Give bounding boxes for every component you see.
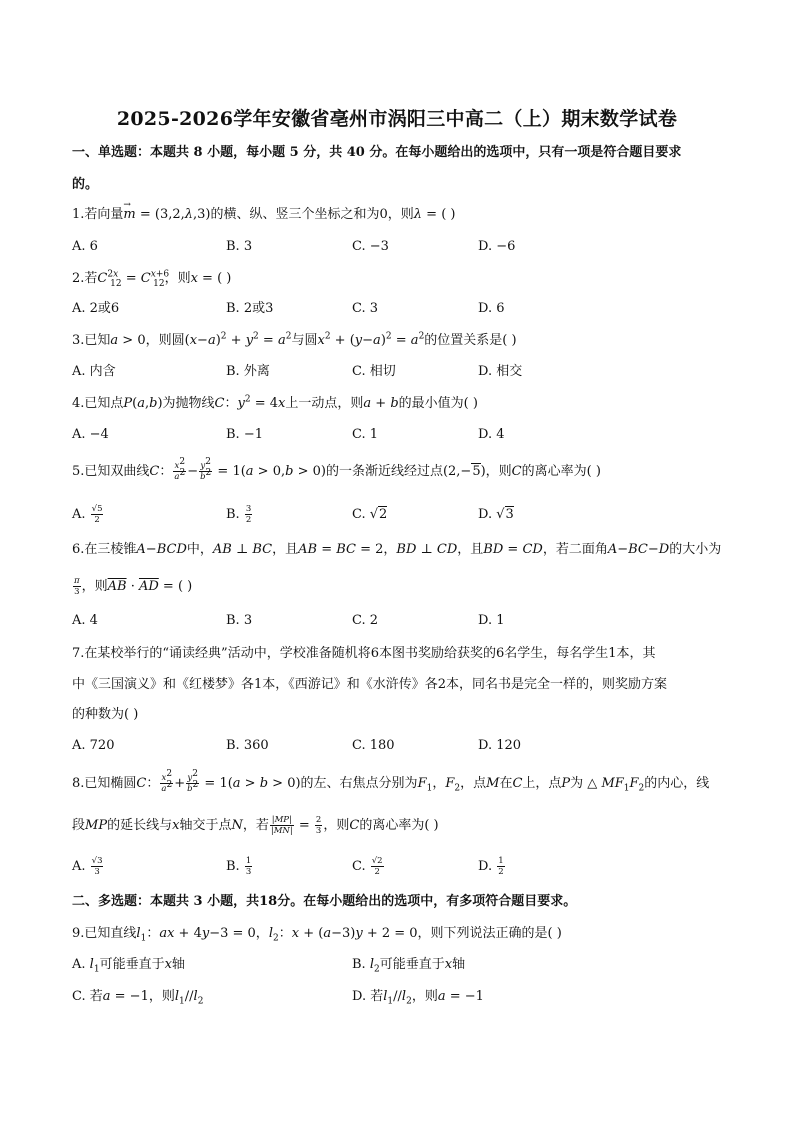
q1-option-b: B. 3 [226,239,253,254]
q7-option-d: D. 120 [478,738,522,753]
q6-option-d: D. 1 [478,613,505,628]
q9-option-d: D. 若$l_1//l_2$，则a = −1 [352,989,484,1007]
q5-option-c: C. √2 [352,507,388,522]
q1-option-d: D. −6 [478,239,516,254]
q6-option-a: A. 4 [72,613,98,628]
question-5: 5.已知双曲线C： $\frac{x^2}{a^2}$ − $\frac{y^2}{b^2}$ = 1(a > 0,b > 0)的一条渐近线经过点(2,−5)，则C的离心率为( ) [72,457,601,482]
q2-option-c: C. 3 [352,301,379,316]
q5-option-d: D. √3 [478,507,514,522]
q9-option-c: C. 若a = −1，则$l_1//l_2$ [72,989,204,1007]
question-1: 1.若向量→ m = (3,2,λ,3)的横、纵、竖三个坐标之和为0，则λ = ( ) [72,206,455,224]
q8-option-d: D. $\frac{1}{2}$ [478,856,504,877]
q4-option-d: D. 4 [478,427,505,442]
q7-option-b: B. 360 [226,738,269,753]
q9-option-a: A. $l_1$可能垂直于x轴 [72,957,185,975]
q7-option-a: A. 720 [72,738,115,753]
q3-option-d: D. 相交 [478,364,523,379]
question-6-line1: 6.在三棱锥A−BCD中，AB ⊥ BC，且AB = BC = 2，BD ⊥ CD，且BD = CD，若二面角A−BC−D的大小为 [72,542,722,557]
q2-option-a: A. 2或6 [72,301,120,316]
question-2: 2.若$C^{2x}_{12} = C^{x+6}_{12}$，则x = ( ) [72,269,232,289]
exam-title: 2025-2026学年安徽省亳州市涡阳三中高二（上）期末数学试卷 [116,108,678,130]
q5-option-b: B. $\frac{3}{2}$ [226,504,252,525]
q3-option-c: C. 相切 [352,364,396,379]
question-7-line2: 中《三国演义》和《红楼梦》各1本，《西游记》和《水浒传》各2本，同名书是完全一样的，则奖励方案 [72,677,668,692]
section2-heading: 二、多选题：本题共 3 小题，共18分。在每小题给出的选项中，有多项符合题目要求。 [72,894,577,909]
q4-option-a: A. −4 [72,427,109,442]
question-6-line2: $\frac{\pi}{3}$ ，则$\overline{AB} \cdot \overline{AD}$ = ( ) [74,576,193,597]
q5-option-a: A. $\frac{√5}{2}$ [72,504,103,525]
question-4: 4.已知点P(a,b)为抛物线C：$y^2 = 4x$上一动点，则a + b的最小值为( ) [72,394,478,411]
q6-option-c: C. 2 [352,613,379,628]
section1-heading: 一、单选题：本题共 8 小题，每小题 5 分，共 40 分。在每小题给出的选项中，只有一项是符合题目要求 [72,145,682,160]
q1-option-a: A. 6 [72,239,98,254]
q9-option-b: B. $l_2$可能垂直于x轴 [352,957,466,975]
question-8-line2: 段MP的延长线与x轴交于点N，若 $\frac{|MP|}{|MN|}$ = $\frac{2}{3}$ ，则C的离心率为( ) [72,815,439,836]
q4-option-b: B. −1 [226,427,263,442]
q8-option-b: B. $\frac{1}{3}$ [226,856,252,877]
q3-option-b: B. 外离 [226,364,270,379]
q2-option-b: B. 2或3 [226,301,274,316]
section1-heading-cont: 的。 [72,177,99,192]
q2-option-d: D. 6 [478,301,505,316]
q8-option-a: A. $\frac{√3}{3}$ [72,856,103,877]
q3-option-a: A. 内含 [72,364,116,379]
q1-option-c: C. −3 [352,239,389,254]
question-7-line1: 7.在某校举行的“诵读经典”活动中，学校准备随机将6本图书奖励给获奖的6名学生，每名学生1本，其 [72,646,656,661]
q8-option-c: C. $\frac{√2}{2}$ [352,856,383,877]
q6-option-b: B. 3 [226,613,253,628]
question-8-line1: 8.已知椭圆C： $\frac{x^2}{a^2}$ + $\frac{y^2}{b^2}$ = 1(a > b > 0)的左、右焦点分别为$F_1$，$F_2$，点M在C上，点P为 △ $MF_1F_2$的内心，线 [72,769,710,794]
q4-option-c: C. 1 [352,427,379,442]
question-7-line3: 的种数为( ) [72,707,139,722]
question-9: 9.已知直线$l_1$：ax + 4y−3 = 0，$l_2$：x + (a−3)y + 2 = 0，则下列说法正确的是( ) [72,926,562,944]
question-3: 3.已知a > 0，则圆$(x-a)^2 + y^2 = a^2$与圆$x^2 + (y-a)^2 = a^2$的位置关系是( ) [72,331,517,348]
q7-option-c: C. 180 [352,738,395,753]
